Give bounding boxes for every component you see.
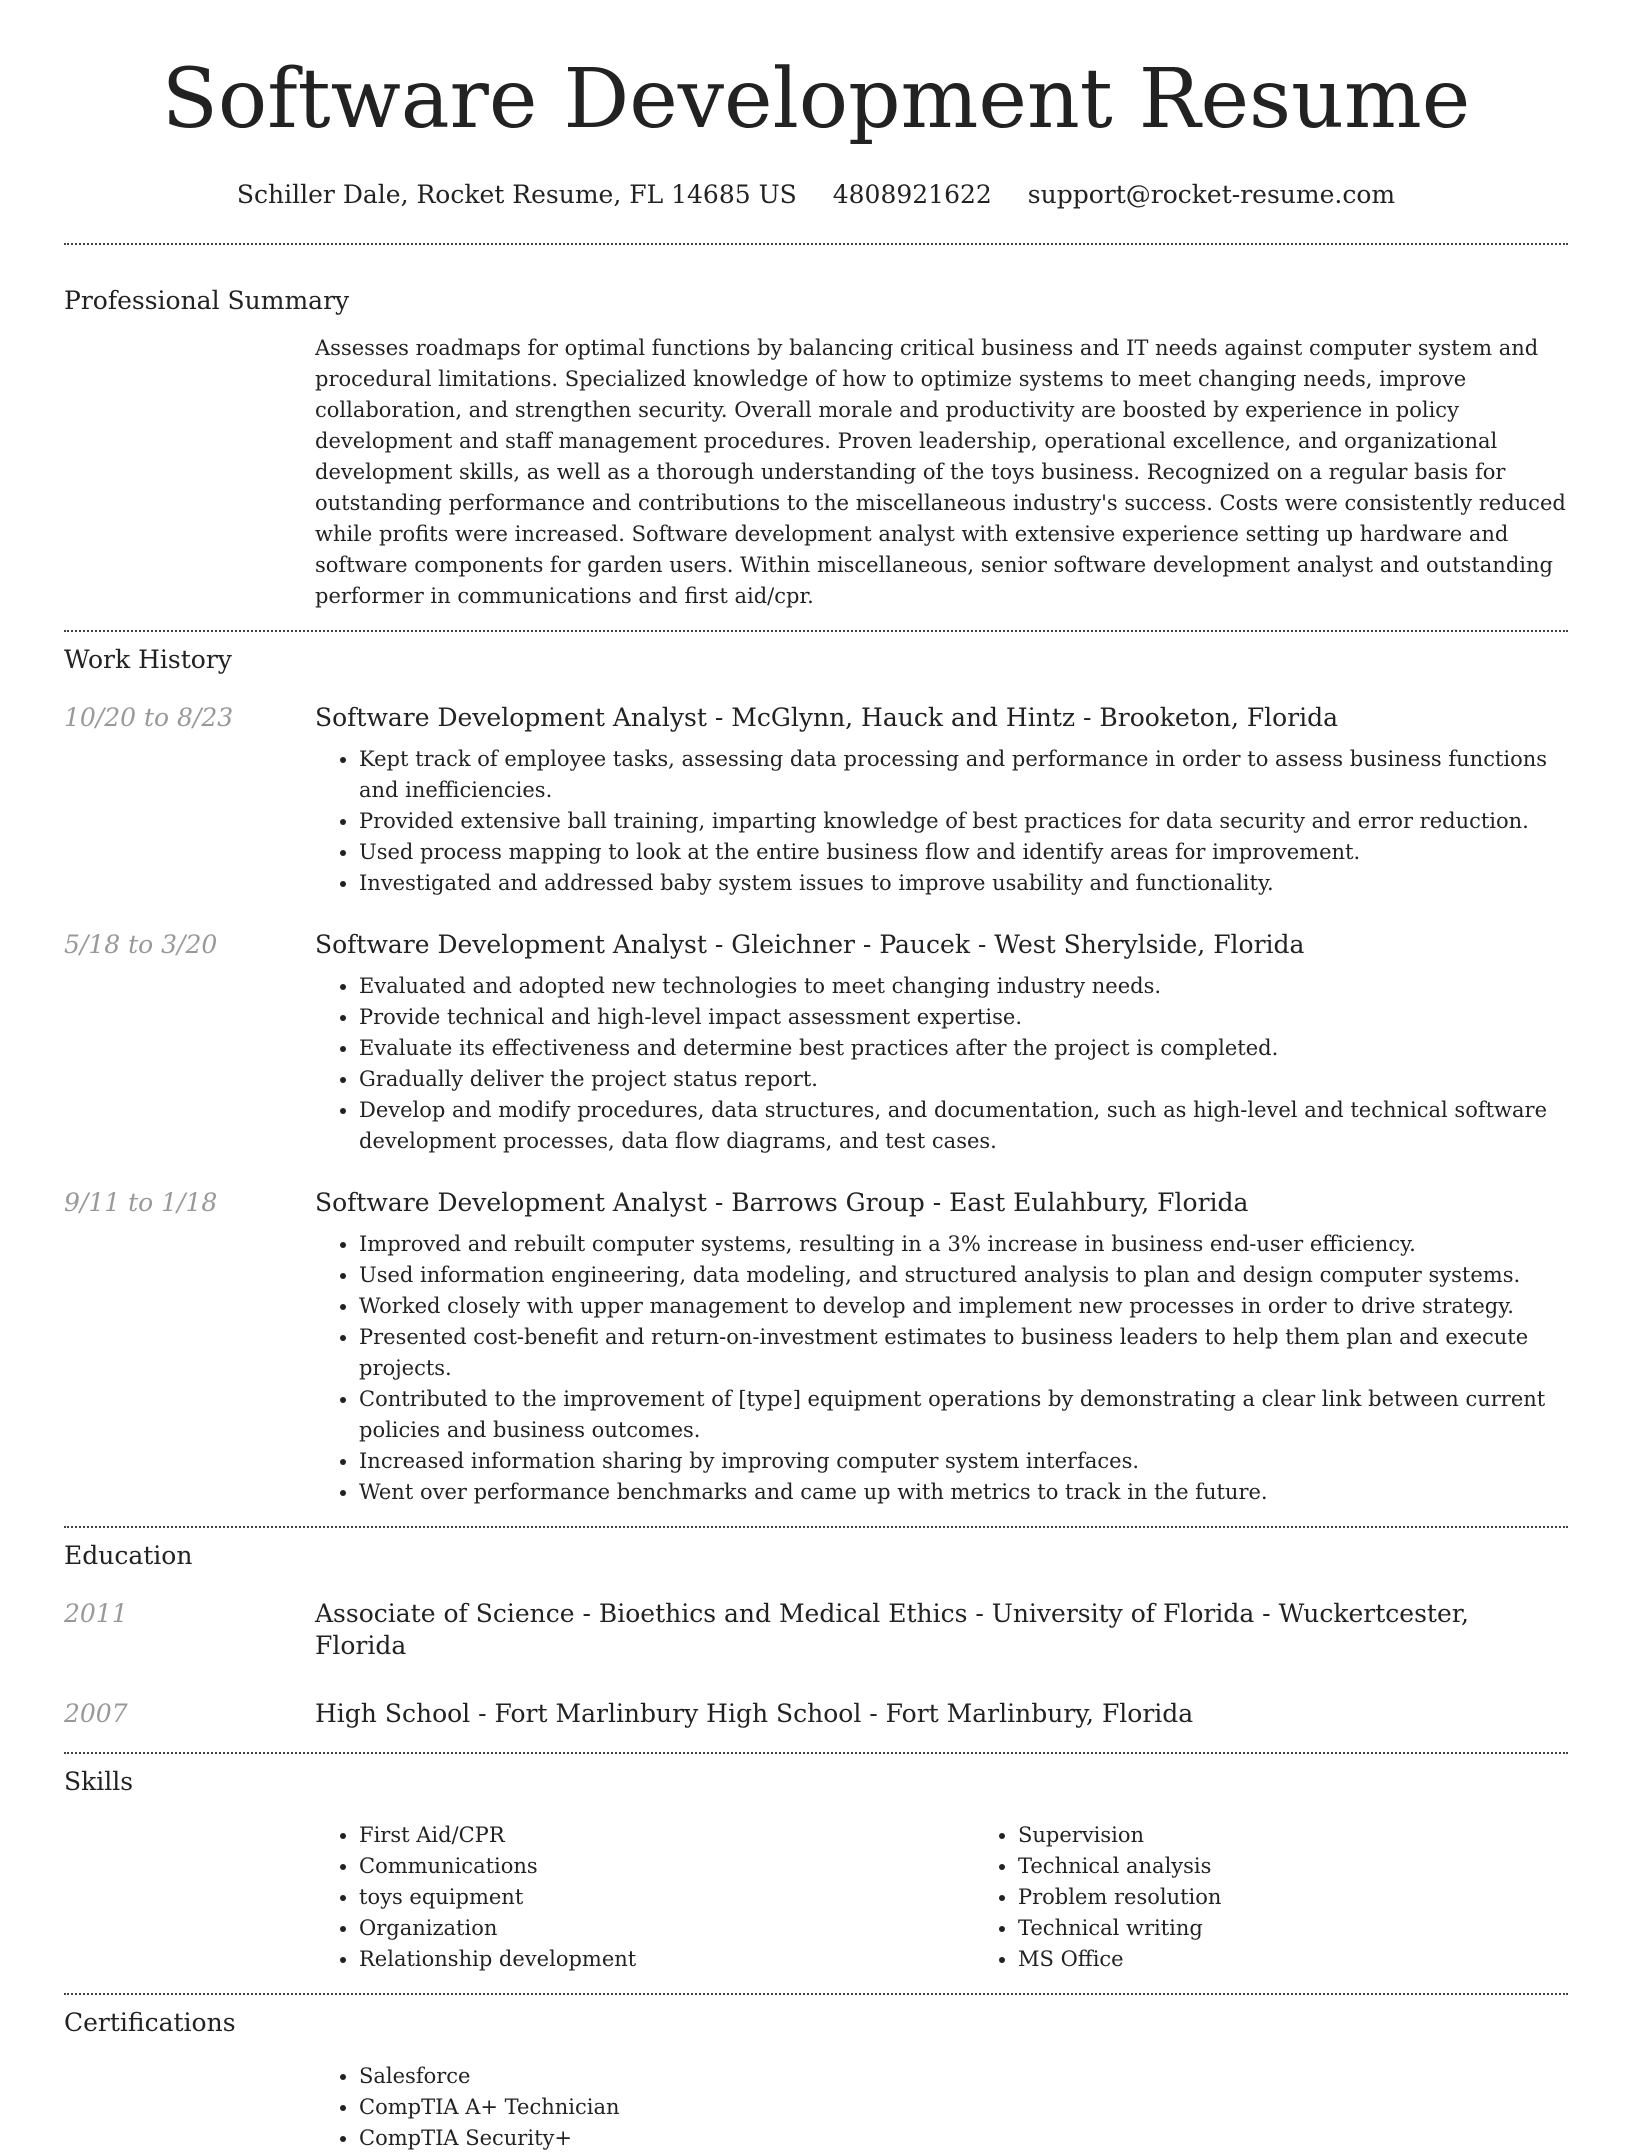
list-item: • Organization [359, 1913, 974, 1944]
work-heading: Work History [64, 645, 232, 674]
list-item: • Used process mapping to look at the entire business flow and identify areas for improvement. [359, 837, 1568, 868]
skills-columns [315, 1798, 1568, 1975]
list-item: • Technical writing [1018, 1913, 1632, 1944]
contact-line [0, 180, 1632, 210]
job-bullets [315, 1229, 1568, 1508]
job-title: Software Development Analyst - Barrows Group - East Eulahbury, Florida [315, 1188, 1249, 1217]
job-entry [64, 702, 1568, 899]
list-item: • Worked closely with upper management to develop and implement new processes in order to drive strategy. [359, 1291, 1568, 1322]
certifications-content [315, 2061, 1568, 2154]
skills-list-right [974, 1820, 1632, 1975]
job-dates: 10/20 to 8/23 [64, 703, 234, 732]
list-item: • Provided extensive ball training, imparting knowledge of best practices for data security and error reduction. [359, 806, 1568, 837]
list-item: • MS Office [1018, 1944, 1632, 1975]
certifications-section [64, 1995, 1568, 2154]
skills-list-left [315, 1820, 974, 1975]
education-content [315, 1598, 1568, 1662]
education-section [64, 1528, 1568, 1752]
job-dates: 5/18 to 3/20 [64, 930, 218, 959]
certifications-heading: Certifications [64, 2008, 236, 2037]
list-item: • CompTIA Security+ [359, 2123, 1568, 2154]
education-entry [64, 1698, 1568, 1730]
list-item: • Relationship development [359, 1944, 974, 1975]
list-item: • Problem resolution [1018, 1882, 1632, 1913]
resume-header [0, 0, 1632, 210]
summary-heading: Professional Summary [64, 286, 350, 315]
list-item: • Investigated and addressed baby system issues to improve usability and functionality. [359, 868, 1568, 899]
education-heading: Education [64, 1541, 193, 1570]
certifications-list [315, 2061, 1568, 2154]
job-content [315, 929, 1568, 1157]
list-item: • Increased information sharing by improving computer system interfaces. [359, 1446, 1568, 1477]
skills-heading: Skills [64, 1767, 134, 1796]
contact-email: support@rocket-resume.com [1027, 180, 1396, 209]
education-entry [64, 1598, 1568, 1662]
job-entry [64, 929, 1568, 1157]
list-item: • Went over performance benchmarks and came up with metrics to track in the future. [359, 1477, 1568, 1508]
job-bullets [315, 744, 1568, 899]
list-item: • Contributed to the improvement of [type] equipment operations by demonstrating a clear link between current policies and business outcomes. [359, 1384, 1568, 1446]
summary-text: Assesses roadmaps for optimal functions by balancing critical business and IT needs against computer system and procedural limitations. Specialized knowledge of how to optimize systems to meet changing needs, improve collaboration, and strengthen security. Overall morale and productivity are boosted by experience in policy development and staff management procedures. Proven leadership, operational excellence, and organizational development skills, as well as a thorough understanding of the toys business. Recognized on a regular basis for outstanding performance and contributions to the miscellaneous industry's success. Costs were consistently reduced while profits were increased. Software development analyst with extensive experience setting up hardware and software components for garden users. Within miscellaneous, senior software development analyst and outstanding performer in communications and first aid/cpr. [315, 336, 1566, 608]
list-item: • Salesforce [359, 2061, 1568, 2092]
job-content [315, 702, 1568, 899]
job-entry [64, 1187, 1568, 1508]
list-item: • Provide technical and high-level impact assessment expertise. [359, 1002, 1568, 1033]
list-item: • Develop and modify procedures, data structures, and documentation, such as high-level and technical software development processes, data flow diagrams, and test cases. [359, 1095, 1568, 1157]
list-item: • Evaluated and adopted new technologies to meet changing industry needs. [359, 971, 1568, 1002]
list-item: • Supervision [1018, 1820, 1632, 1851]
list-item: • Improved and rebuilt computer systems, resulting in a 3% increase in business end-user efficiency. [359, 1229, 1568, 1260]
education-year: 2007 [64, 1699, 128, 1728]
resume-title: Software Development Resume [161, 52, 1471, 147]
list-item: • Presented cost-benefit and return-on-investment estimates to business leaders to help them plan and execute projects. [359, 1322, 1568, 1384]
list-item: • Used information engineering, data modeling, and structured analysis to plan and design computer systems. [359, 1260, 1568, 1291]
list-item: • First Aid/CPR [359, 1820, 974, 1851]
education-title: High School - Fort Marlinbury High School - Fort Marlinbury, Florida [315, 1699, 1194, 1728]
skills-section [64, 1754, 1568, 1993]
education-title: Associate of Science - Bioethics and Medical Ethics - University of Florida - Wuckertcester, Florida [315, 1599, 1469, 1660]
education-content [315, 1698, 1568, 1730]
list-item: • Technical analysis [1018, 1851, 1632, 1882]
contact-phone: 4808921622 [832, 180, 992, 209]
list-item: • CompTIA A+ Technician [359, 2092, 1568, 2123]
job-title: Software Development Analyst - McGlynn, Hauck and Hintz - Brooketon, Florida [315, 703, 1339, 732]
job-title: Software Development Analyst - Gleichner - Paucek - West Sherylside, Florida [315, 930, 1305, 959]
job-bullets [315, 971, 1568, 1157]
list-item: • toys equipment [359, 1882, 974, 1913]
list-item: • Gradually deliver the project status report. [359, 1064, 1568, 1095]
list-item: • Evaluate its effectiveness and determine best practices after the project is completed. [359, 1033, 1568, 1064]
list-item: • Communications [359, 1851, 974, 1882]
work-section [64, 632, 1568, 1526]
list-item: • Kept track of employee tasks, assessing data processing and performance in order to assess business functions and inefficiencies. [359, 744, 1568, 806]
contact-address: Schiller Dale, Rocket Resume, FL 14685 US [236, 180, 797, 209]
summary-section [64, 245, 1568, 630]
job-content [315, 1187, 1568, 1508]
education-year: 2011 [64, 1599, 128, 1628]
job-dates: 9/11 to 1/18 [64, 1188, 218, 1217]
